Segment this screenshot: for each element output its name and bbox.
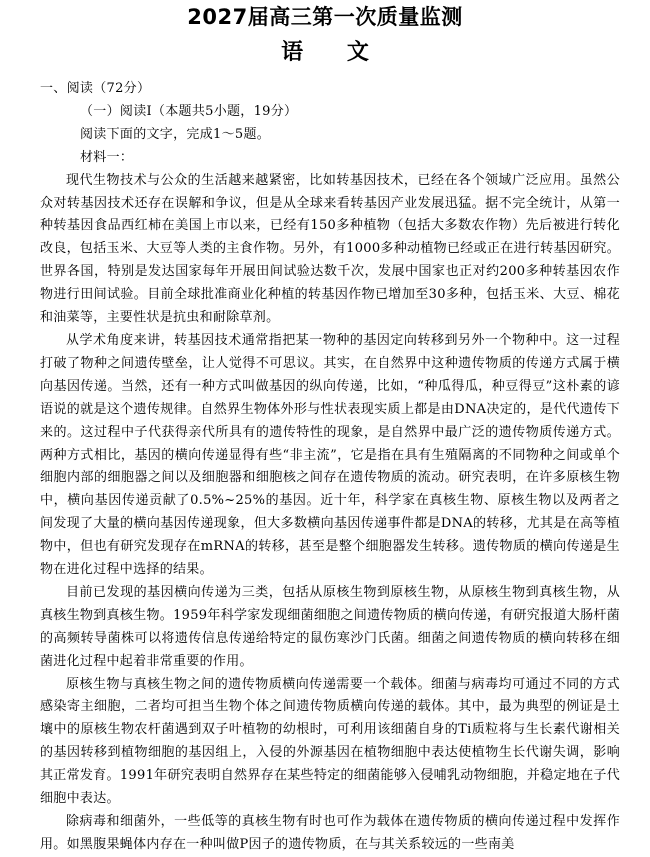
subsection-heading: （一）阅读Ⅰ（本题共5小题，19分）	[80, 103, 298, 119]
paragraph-4: 原核生物与真核生物之间的遗传物质横向传递需要一个载体。细菌与病毒均可通过不同的方式感染寄主细胞，二者均可担当生物个体之间遗传物质横向传递的载体。其中，最为典型的例证是土壤中的原核生物农杆菌遇到双子叶植物的幼根时，可利用该细菌自身的Ti质粒将与生长素代谢相关的基因转移到植物细胞的基因组上，入侵的外源基因在植物细胞中表达使植物生长代谢失调，影响其正常发育。1991年研究表明自然界存在某些特定的细菌能够入侵哺乳动物细胞，并稳定地在子代细胞中表达。	[40, 676, 620, 807]
paragraph-5: 除病毒和细菌外，一些低等的真核生物有时也可作为载体在遗传物质的横向传递过程中发挥作用。如黑腹果蝇体内存在一种叫做P因子的遗传物质，在与其关系较远的一些南美	[40, 814, 620, 852]
paragraph-2: 从学术角度来讲，转基因技术通常指把某一物种的基因定向转移到另外一个物种中。这一过程打破了物种之间遗传壁垒，让人觉得不可思议。其实，在自然界中这种遗传物质的传递方式属于横向基因传递。当然，还有一种方式叫做基因的纵向传递，比如，“种瓜得瓜，种豆得豆”这朴素的谚语说的就是这个遗传规律。自然界生物体外形与性状表现实质上都是由DNA决定的，是代代遗传下来的。这过程中子代获得亲代所具有的遗传特性的现象，是自然界中最广泛的遗传物质传递方式。两种方式相比，基因的横向传递显得有些“非主流”，它是指在具有生殖隔离的不同物种之间或单个细胞内部的细胞器之间以及细胞器和细胞核之间存在遗传物质的流动。研究表明，在许多原核生物中，横向基因传递贡献了0.5%~25%的基因。近十年，科学家在真核生物、原核生物以及两者之间发现了大量的横向基因传递现象，但大多数横向基因传递事件都是DNA的转移，尤其是在高等植物中，但也有研究发现存在mRNA的转移，甚至是整个细胞器发生转移。遗传物质的横向传递是生物在进化过程中选择的结果。	[40, 332, 620, 578]
paragraph-3: 目前已发现的基因横向传递为三类，包括从原核生物到原核生物，从原核生物到真核生物，从真核生物到真核生物。1959年科学家发现细菌细胞之间遗传物质的横向传递，有研究报道大肠杆菌的高频转导菌株可以将遗传信息传递给特定的鼠伤寒沙门氏菌。细菌之间遗传物质的横向转移在细菌进化过程中起着非常重要的作用。	[40, 584, 620, 669]
instruction-text: 阅读下面的文字，完成1～5题。	[80, 126, 271, 142]
exam-title: 2027届高三第一次质量监测	[187, 5, 463, 29]
material-label: 材料一：	[80, 149, 134, 165]
paragraph-1: 现代生物技术与公众的生活越来越紧密，比如转基因技术，已经在各个领域广泛应用。虽然公众对转基因技术还存在误解和争议，但是从全球来看转基因产业发展迅猛。据不完全统计，从第一种转基因食品西红柿在美国上市以来，已经有150多种植物（包括大多数农作物）先后被进行转化改良，包括玉米、大豆等人类的主食作物。另外，有1000多种动植物已经或正在进行转基因研究。世界各国，特别是发达国家每年开展田间试验达数千次，发展中国家也正对约200多种转基因农作物进行田间试验。目前全球批准商业化种植的转基因作物已增加至30多种，包括玉米、大豆、棉花和油菜等，主要性状是抗虫和耐除草剂。	[40, 172, 620, 326]
section-heading: 一、阅读（72分）	[40, 81, 151, 96]
passage-body	[40, 78, 620, 857]
subject-title: 语 文	[281, 40, 387, 65]
